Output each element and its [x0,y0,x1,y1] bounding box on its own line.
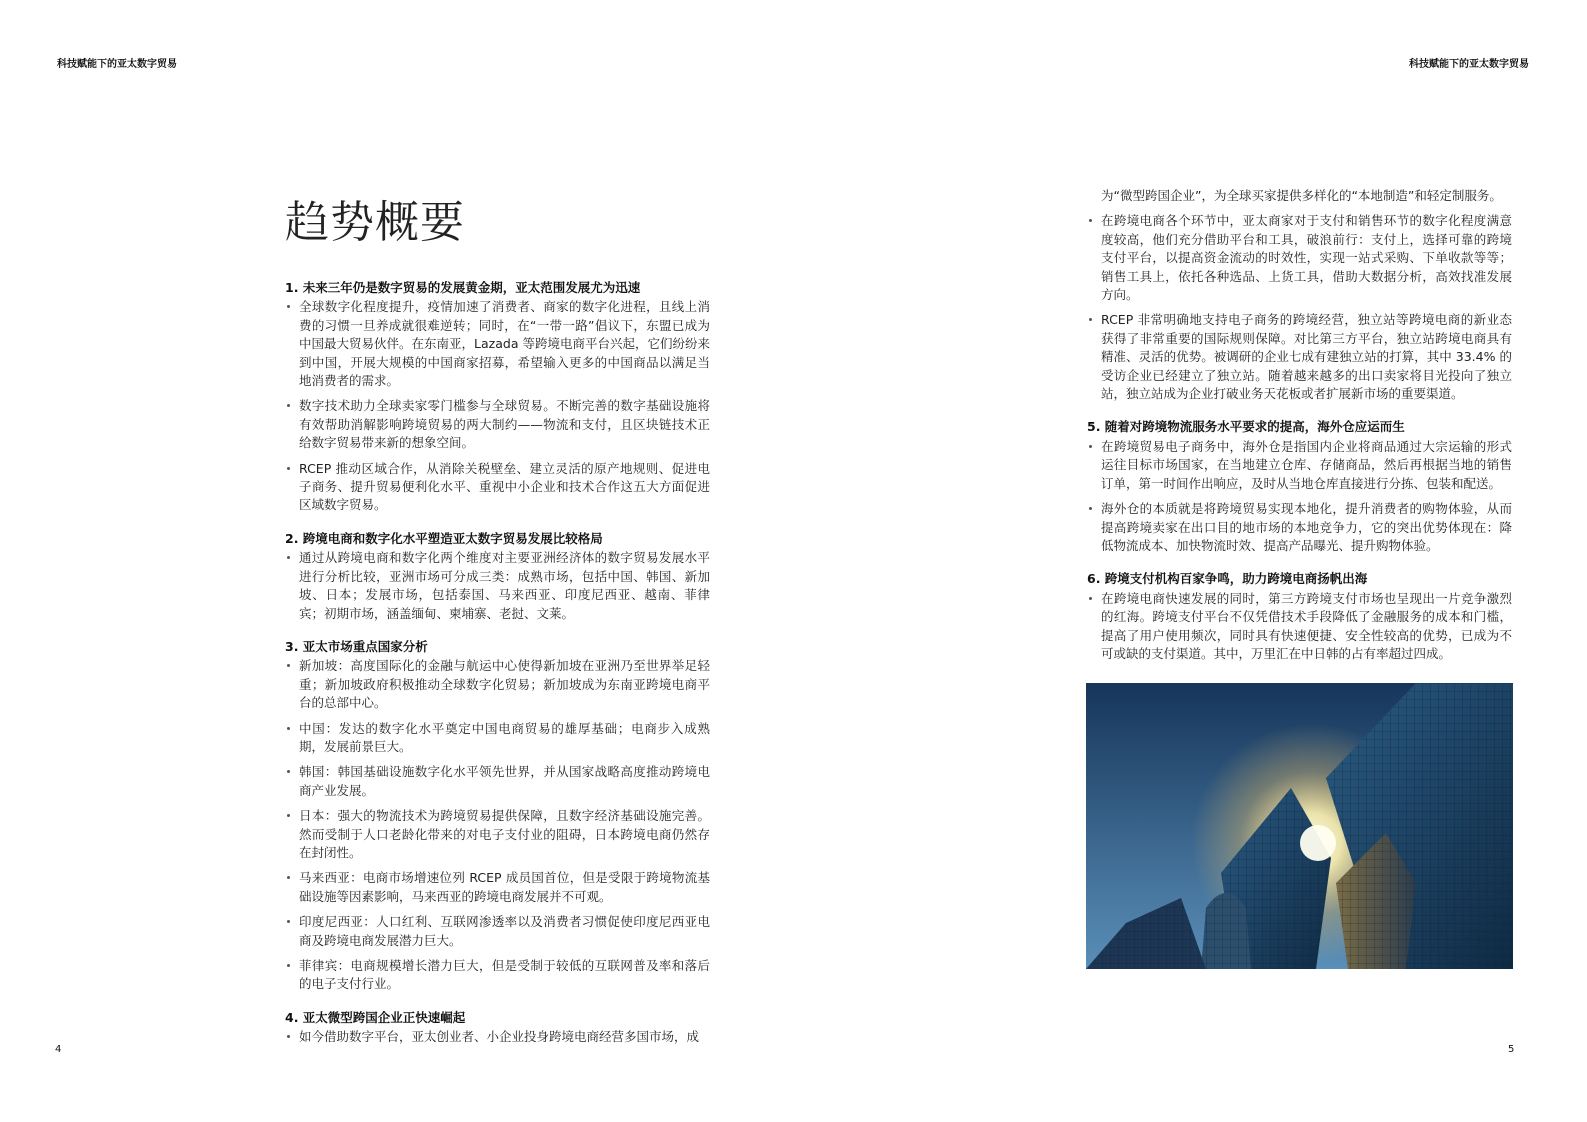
running-header-right: 科技赋能下的亚太数字贸易 [1409,59,1529,70]
section-heading: 4. 亚太微型跨国企业正快速崛起 [285,1009,466,1025]
bullet-item: 菲律宾：电商规模增长潜力巨大，但是受制于较低的互联网普及率和落后的电子支付行业。 [285,957,710,994]
continued-text: 为“微型跨国企业”，为全球买家提供多样化的“本地制造”和轻定制服务。 [1101,188,1502,203]
bullet-item: 韩国：韩国基础设施数字化水平领先世界，并从国家战略高度推动跨境电商产业发展。 [285,763,710,800]
bullet-item: 海外仓的本质就是将跨境贸易实现本地化，提升消费者的购物体验，从而提高跨境卖家在出口目的地市场的本地竞争力，它的突出优势体现在：降低物流成本、加快物流时效、提高产品曝光、提升购物体验。 [1087,500,1512,555]
section-heading: 3. 亚太市场重点国家分析 [285,638,428,654]
bullet-item: RCEP 推动区域合作，从消除关税壁垒、建立灵活的原产地规则、促进电子商务、提升贸易便利化水平、重视中小企业和技术合作这五大方面促进区域数字贸易。 [285,460,710,515]
bullet-item: 中国：发达的数字化水平奠定中国电商贸易的雄厚基础；电商步入成熟期，发展前景巨大。 [285,720,710,757]
bullet-item: 印度尼西亚：人口红利、互联网渗透率以及消费者习惯促使印度尼西亚电商及跨境电商发展潜力巨大。 [285,913,710,950]
bullet-item: 如今借助数字平台，亚太创业者、小企业投身跨境电商经营多国市场，成 [285,1028,710,1046]
bullet-item: 在跨境电商快速发展的同时，第三方跨境支付市场也呈现出一片竞争激烈的红海。跨境支付平台不仅凭借技术手段降低了金融服务的成本和门槛，提高了用户使用频次，同时具有快速便捷、安全性较高的优势，已成为不可或缺的支付渠道。其中，万里汇在中日韩的占有率超过四成。 [1087,590,1512,664]
bullet-item: 在跨境电商各个环节中，亚太商家对于支付和销售环节的数字化程度满意度较高，他们充分借助平台和工具，破浪前行：支付上，选择可靠的跨境支付平台，以提高资金流动的时效性，实现一站式采购、下单收款等等；销售工具上，依托各种选品、上货工具，借助大数据分析，高效找准发展方向。 [1087,212,1512,304]
bullet-list [285,549,710,623]
section-5 [1087,418,1512,555]
section-heading: 1. 未来三年仍是数字贸易的发展黄金期，亚太范围发展尤为迅速 [285,280,641,295]
running-header-left: 科技赋能下的亚太数字贸易 [57,59,177,70]
left-column [285,279,710,1062]
section-3 [285,638,710,994]
skyscraper-photo [1086,683,1513,969]
bullet-list [1087,438,1512,555]
bullet-list [1087,590,1512,664]
section-4-continued [1087,212,1512,403]
skyscraper-illustration [1086,683,1513,969]
bullet-item: 数字技术助力全球卖家零门槛参与全球贸易。不断完善的数字基础设施将有效帮助消解影响跨境贸易的两大制约——物流和支付，且区块链技术正给数字贸易带来新的想象空间。 [285,397,710,452]
section-heading: 6. 跨境支付机构百家争鸣，助力跨境电商扬帆出海 [1087,571,1368,587]
bullet-list [1087,212,1512,403]
bullet-list [285,298,710,514]
section-6 [1087,570,1512,663]
bullet-item: RCEP 非常明确地支持电子商务的跨境经营，独立站等跨境电商的新业态获得了非常重要的国际规则保障。对比第三方平台，独立站跨境电商具有精准、灵活的优势。被调研的企业七成有建独立站的打算，其中 33.4% 的受访企业已经建立了独立站。随着越来越多的出口卖家将目光投向了独立站，独立站成为企业打破业务天花板或者扩展新市场的重要渠道。 [1087,311,1512,403]
page-title: 趋势概要 [285,197,465,248]
right-column [1087,187,1512,678]
page-number-left: 4 [55,1044,62,1055]
sun-core [1300,825,1336,861]
bullet-item: 马来西亚：电商市场增速位列 RCEP 成员国首位，但是受限于跨境物流基础设施等因素影响，马来西亚的跨境电商发展并不可观。 [285,869,710,906]
section-2 [285,530,710,623]
bullet-item: 日本：强大的物流技术为跨境贸易提供保障，且数字经济基础设施完善。然而受制于人口老龄化带来的对电子支付业的阻碍，日本跨境电商仍然存在封闭性。 [285,807,710,862]
section-heading: 5. 随着对跨境物流服务水平要求的提高，海外仓应运而生 [1087,419,1405,435]
section-4 [285,1009,710,1047]
bullet-item: 新加坡：高度国际化的金融与航运中心使得新加坡在亚洲乃至世界举足轻重；新加坡政府积极推动全球数字化贸易；新加坡成为东南亚跨境电商平台的总部中心。 [285,657,710,712]
section-1 [285,279,710,515]
bullet-item: 通过从跨境电商和数字化两个维度对主要亚洲经济体的数字贸易发展水平进行分析比较，亚洲市场可分成三类：成熟市场，包括中国、韩国、新加坡、日本；发展市场，包括泰国、马来西亚、印度尼西亚、越南、菲律宾；初期市场，涵盖缅甸、柬埔寨、老挝、文莱。 [285,549,710,623]
bullet-item: 全球数字化程度提升，疫情加速了消费者、商家的数字化进程，且线上消费的习惯一旦养成就很难逆转；同时，在“一带一路”倡议下，东盟已成为中国最大贸易伙伴。在东南亚，Lazada 等跨境电商平台兴起，它们纷纷来到中国，开展大规模的中国商家招募，希望输入更多的中国商品以满足当地消费者的需求。 [285,298,710,390]
page-number-right: 5 [1508,1044,1515,1055]
section-heading: 2. 跨境电商和数字化水平塑造亚太数字贸易发展比较格局 [285,530,603,546]
bullet-list [285,1028,710,1046]
bullet-item: 在跨境贸易电子商务中，海外仓是指国内企业将商品通过大宗运输的形式运往目标市场国家，在当地建立仓库、存储商品，然后再根据当地的销售订单，第一时间作出响应，及时从当地仓库直接进行分拣、包装和配送。 [1087,438,1512,493]
bullet-list [285,657,710,994]
